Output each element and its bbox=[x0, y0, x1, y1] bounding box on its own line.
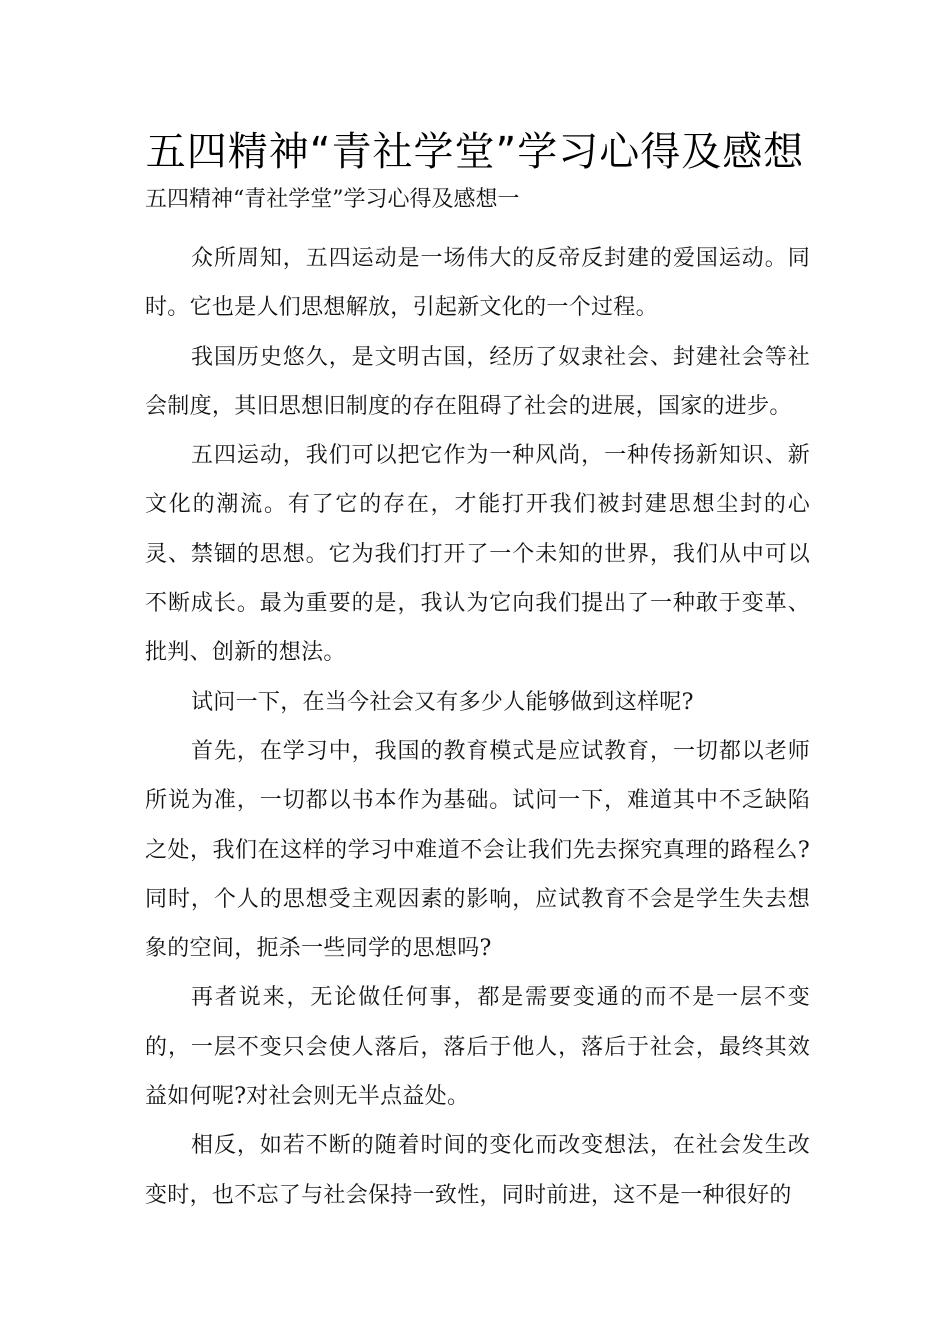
paragraph: 相反，如若不断的随着时间的变化而改变想法，在社会发生改变时，也不忘了与社会保持一致性，同时前进，这不是一种很好的 bbox=[145, 1133, 810, 1208]
paragraph: 试问一下，在当今社会又有多少人能够做到这样呢? bbox=[191, 689, 694, 715]
paragraph: 首先，在学习中，我国的教育模式是应试教育，一切都以老师所说为准，一切都以书本作为基础。试问一下，难道其中不乏缺陷之处，我们在这样的学习中难道不会让我们先去探究真理的路程么?同时，个人的思想受主观因素的影响，应试教育不会是学生失去想象的空间，扼杀一些同学的思想吗? bbox=[145, 738, 810, 962]
paragraph: 五四运动，我们可以把它作为一种风尚，一种传扬新知识、新文化的潮流。有了它的存在，才能打开我们被封建思想尘封的心灵、禁锢的思想。它为我们打开了一个未知的世界，我们从中可以不断成长。最为重要的是，我认为它向我们提出了一种敢于变革、批判、创新的想法。 bbox=[145, 443, 810, 666]
document-subtitle: 五四精神“青社学堂”学习心得及感想一 bbox=[145, 187, 520, 212]
paragraph: 我国历史悠久，是文明古国，经历了奴隶社会、封建社会等社会制度，其旧思想旧制度的存在阻碍了社会的进展，国家的进步。 bbox=[145, 344, 810, 419]
document-title: 五四精神“青社学堂”学习心得及感想 bbox=[145, 129, 805, 175]
paragraph: 众所周知，五四运动是一场伟大的反帝反封建的爱国运动。同时。它也是人们思想解放，引起新文化的一个过程。 bbox=[145, 246, 810, 321]
document-body bbox=[145, 234, 810, 1220]
paragraph: 再者说来，无论做任何事，都是需要变通的而不是一层不变的，一层不变只会使人落后，落后于他人，落后于社会，最终其效益如何呢?对社会则无半点益处。 bbox=[145, 985, 810, 1110]
